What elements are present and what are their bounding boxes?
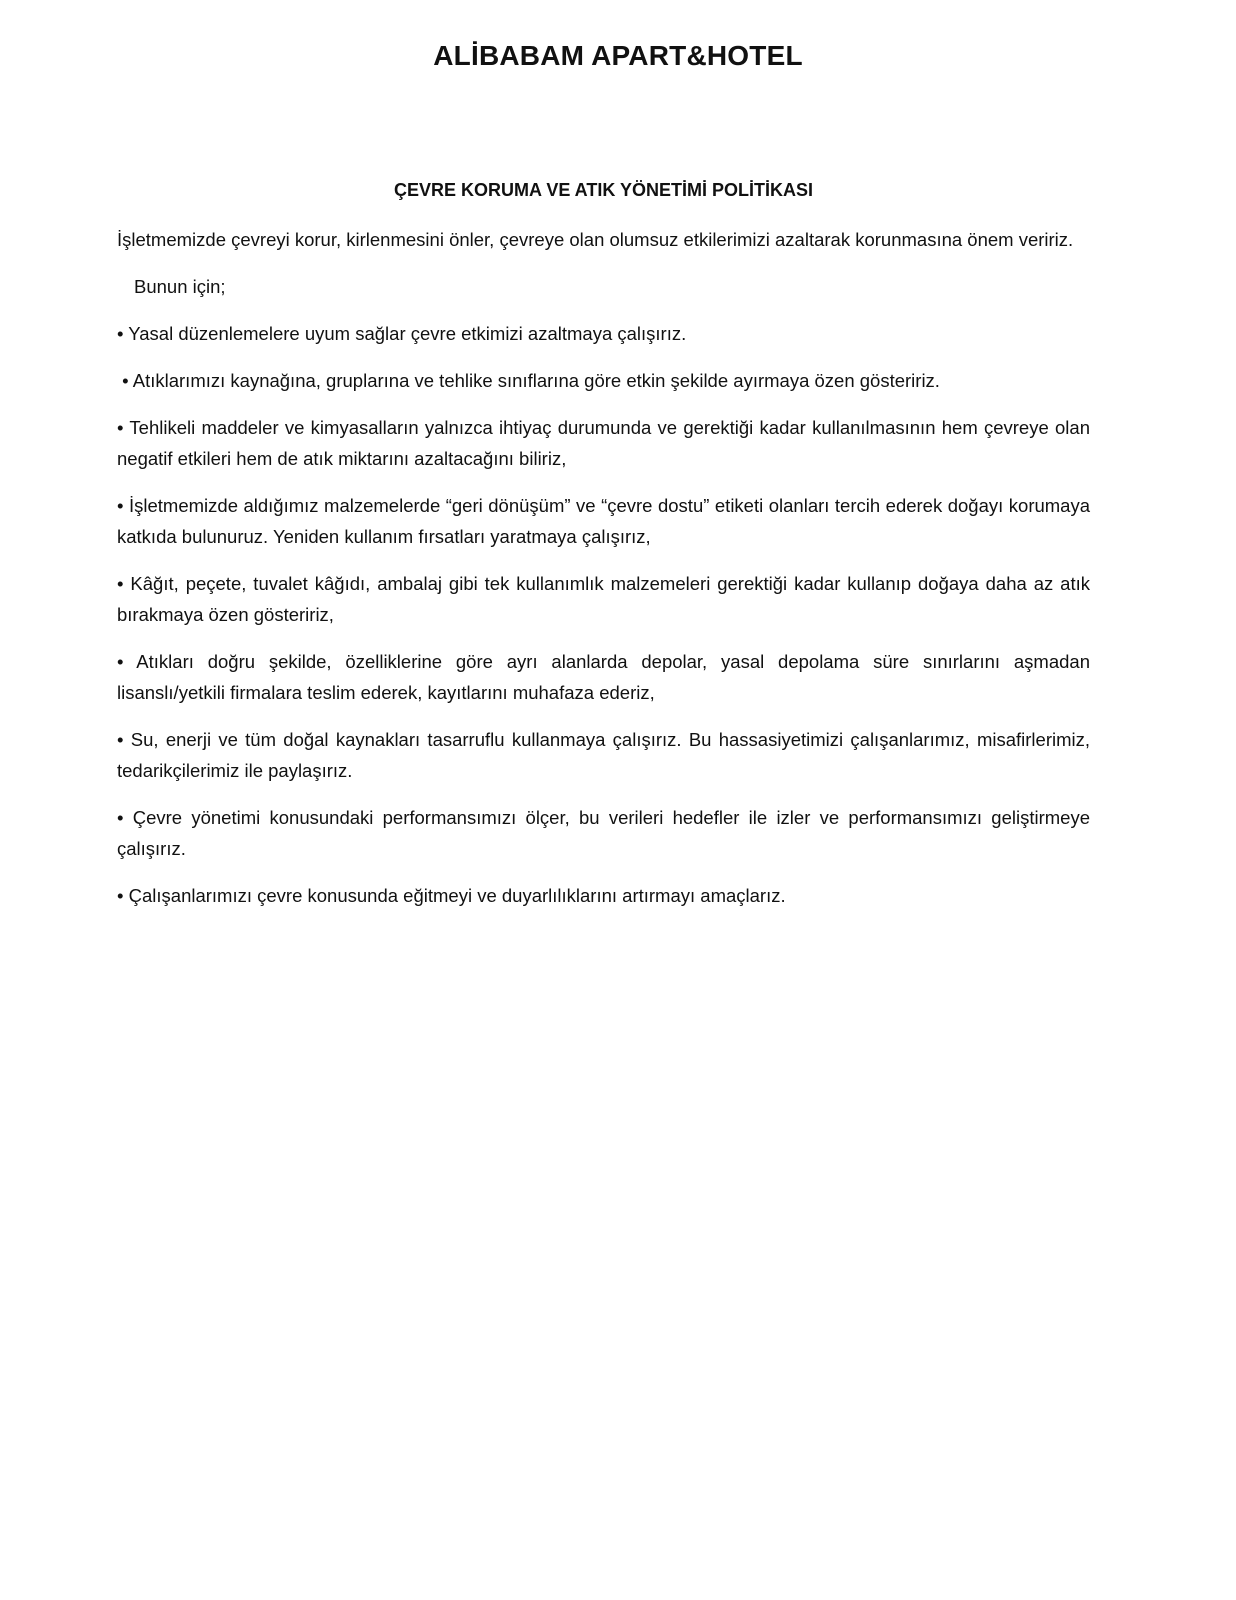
- bullet-icon: •: [117, 573, 124, 594]
- list-item-text: Su, enerji ve tüm doğal kaynakları tasarruflu kullanmaya çalışırız. Bu hassasiyetimizi çalışanlarımız, misafirlerimiz, tedarikçilerimiz ile paylaşırız.: [117, 729, 1090, 781]
- bullet-icon: •: [117, 323, 124, 344]
- list-item: [117, 318, 1090, 349]
- list-item: [117, 490, 1090, 552]
- list-item-text: Tehlikeli maddeler ve kimyasalların yalnızca ihtiyaç durumunda ve gerektiği kadar kullanılmasının hem çevreye olan negatif etkileri hem de atık miktarını azaltacağını biliriz,: [117, 417, 1091, 469]
- list-item-text: İşletmemizde aldığımız malzemelerde “geri dönüşüm” ve “çevre dostu” etiketi olanları tercih ederek doğayı korumaya katkıda bulunuruz. Yeniden kullanım fırsatları yaratmaya çalışırız,: [117, 495, 1091, 547]
- list-item-text: Çevre yönetimi konusundaki performansımızı ölçer, bu verileri hedefler ile izler ve performansımızı geliştirmeye çalışırız.: [117, 807, 1091, 859]
- list-item: [117, 880, 1090, 911]
- list-item: [117, 646, 1090, 708]
- list-item-text: Kâğıt, peçete, tuvalet kâğıdı, ambalaj gibi tek kullanımlık malzemeleri gerektiği kadar kullanıp doğaya daha az atık bırakmaya özen gösteririz,: [117, 573, 1090, 625]
- hotel-name-heading: ALİBABAM APART&HOTEL: [433, 40, 803, 71]
- list-item-text: Atıklarımızı kaynağına, gruplarına ve tehlike sınıflarına göre etkin şekilde ayırmaya özen gösteririz.: [132, 370, 940, 391]
- bullet-icon: •: [117, 807, 124, 828]
- list-item-text: Yasal düzenlemelere uyum sağlar çevre etkimizi azaltmaya çalışırız.: [128, 323, 687, 344]
- policy-title: ÇEVRE KORUMA VE ATIK YÖNETİMİ POLİTİKASI: [393, 180, 814, 200]
- list-item: [117, 724, 1090, 786]
- policy-body: [117, 224, 1090, 927]
- bullet-icon: •: [117, 495, 124, 516]
- bullet-icon: •: [117, 885, 124, 906]
- list-item: [117, 412, 1090, 474]
- list-item: [117, 365, 1090, 396]
- list-item-text: Çalışanlarımızı çevre konusunda eğitmeyi ve duyarlılıklarını artırmayı amaçlarız.: [128, 885, 786, 906]
- bullet-icon: •: [117, 417, 124, 438]
- bullet-icon: •: [117, 729, 124, 750]
- lead-in-text: Bunun için;: [134, 276, 226, 297]
- list-item: [117, 802, 1090, 864]
- intro-paragraph: İşletmemizde çevreyi korur, kirlenmesini önler, çevreye olan olumsuz etkilerimizi azaltarak korunmasına önem veririz.: [117, 229, 1074, 250]
- list-item-text: Atıkları doğru şekilde, özelliklerine göre ayrı alanlarda depolar, yasal depolama süre sınırlarını aşmadan lisanslı/yetkili firmalara teslim ederek, kayıtlarını muhafaza ederiz,: [117, 651, 1090, 703]
- bullet-icon: •: [117, 651, 124, 672]
- list-item: [117, 568, 1090, 630]
- bullet-icon: •: [122, 370, 129, 391]
